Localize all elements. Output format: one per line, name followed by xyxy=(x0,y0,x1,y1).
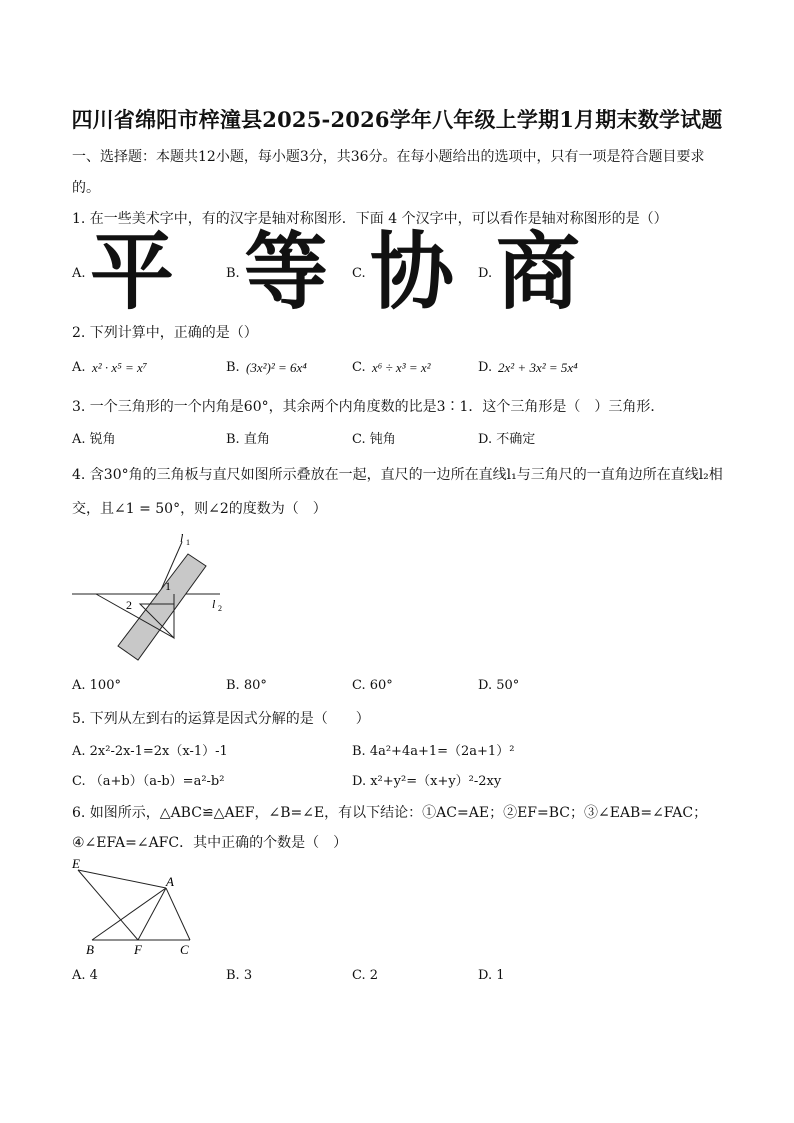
l1-label: l xyxy=(180,531,184,545)
q2-option-c-letter: C. xyxy=(352,360,366,375)
q6-option-a: A. 4 xyxy=(72,968,98,983)
q1-option-c-char: 协 xyxy=(370,223,455,321)
q3-option-d: D. 不确定 xyxy=(478,432,536,447)
angle2-label: 2 xyxy=(126,598,132,612)
l2-label: l xyxy=(212,597,216,611)
edge-AB xyxy=(92,888,166,940)
q1-option-b-char: 等 xyxy=(244,223,329,321)
point-B-label: B xyxy=(86,942,94,957)
edge-AF xyxy=(138,888,166,940)
l2-sub: 2 xyxy=(218,604,222,613)
q6-stem-line1: 6. 如图所示，△ABC≌△AEF，∠B=∠E，有以下结论：①AC=AE；②EF=BC；③∠EAB=∠FAC； xyxy=(72,805,708,821)
q6-option-d: D. 1 xyxy=(478,968,505,983)
q3-option-c: C. 钝角 xyxy=(352,432,396,447)
q3-option-a: A. 锐角 xyxy=(72,432,116,447)
q1-option-d-letter: D. xyxy=(478,266,493,281)
q2-option-a-expr: x² · x⁵ = x⁷ xyxy=(92,360,148,375)
point-C-label: C xyxy=(180,942,189,957)
section-heading-line2: 的。 xyxy=(72,180,100,196)
q2-option-d-expr: 2x² + 3x² = 5x⁴ xyxy=(498,360,578,375)
q1-stem: 1. 在一些美术字中，有的汉字是轴对称图形．下面 4 个汉字中，可以看作是轴对称图形的是（） xyxy=(72,211,668,227)
point-E-label: E xyxy=(72,856,80,871)
q3-option-b: B. 直角 xyxy=(226,432,270,447)
q1-option-a-char: 平 xyxy=(90,223,175,321)
q4-option-a: A. 100° xyxy=(72,678,121,693)
section-heading-line1: 一、选择题：本题共12小题，每小题3分，共36分。在每小题给出的选项中，只有一项是符合题目要求 xyxy=(72,149,705,165)
angle1-label: 1 xyxy=(165,579,171,593)
point-F-label: F xyxy=(134,942,142,957)
q5-option-a: A. 2x²-2x-1=2x（x-1）-1 xyxy=(72,744,228,759)
q4-stem-line1: 4. 含30°角的三角板与直尺如图所示叠放在一起，直尺的一边所在直线l₁与三角尺的一直角边所在直线l₂相 xyxy=(72,467,723,483)
q5-option-d: D. x²+y²=（x+y）²-2xy xyxy=(352,774,502,789)
q4-option-c: C. 60° xyxy=(352,678,393,693)
page-title: 四川省绵阳市梓潼县2025-2026学年八年级上学期1月期末数学试题 xyxy=(71,107,723,132)
edge-AC xyxy=(166,888,190,940)
q2-option-a-letter: A. xyxy=(72,360,86,375)
q5-option-c: C. （a+b）（a-b）=a²-b² xyxy=(72,774,225,789)
q2-option-c-expr: x⁶ ÷ x³ = x² xyxy=(372,360,431,375)
q6-option-b: B. 3 xyxy=(226,968,253,983)
q2-stem: 2. 下列计算中，正确的是（） xyxy=(72,325,258,341)
q6-figure xyxy=(66,854,206,962)
l1-sub: 1 xyxy=(186,538,190,547)
q6-stem-line2: ④∠EFA=∠AFC．其中正确的个数是（ ） xyxy=(72,835,348,851)
q5-stem: 5. 下列从左到右的运算是因式分解的是（ ） xyxy=(72,711,370,727)
q1-option-d-char: 商 xyxy=(496,223,581,321)
q2-option-d-letter: D. xyxy=(478,360,493,375)
q5-option-b: B. 4a²+4a+1=（2a+1）² xyxy=(352,744,515,759)
q1-option-b-letter: B. xyxy=(226,266,240,281)
q4-stem-line2: 交，且∠1 = 50°，则∠2的度数为（ ） xyxy=(72,501,327,517)
q6-option-c: C. 2 xyxy=(352,968,379,983)
q4-option-d: D. 50° xyxy=(478,678,520,693)
q1-option-a-letter: A. xyxy=(72,266,86,281)
q2-option-b-letter: B. xyxy=(226,360,240,375)
point-A-label: A xyxy=(166,874,174,889)
q1-option-c-letter: C. xyxy=(352,266,366,281)
q3-stem: 3. 一个三角形的一个内角是60°，其余两个内角度数的比是3∶1．这个三角形是（ ）三角形． xyxy=(72,399,665,415)
q4-option-b: B. 80° xyxy=(226,678,267,693)
q4-figure xyxy=(60,528,240,668)
q2-option-b-expr: (3x²)² = 6x⁴ xyxy=(246,360,307,375)
